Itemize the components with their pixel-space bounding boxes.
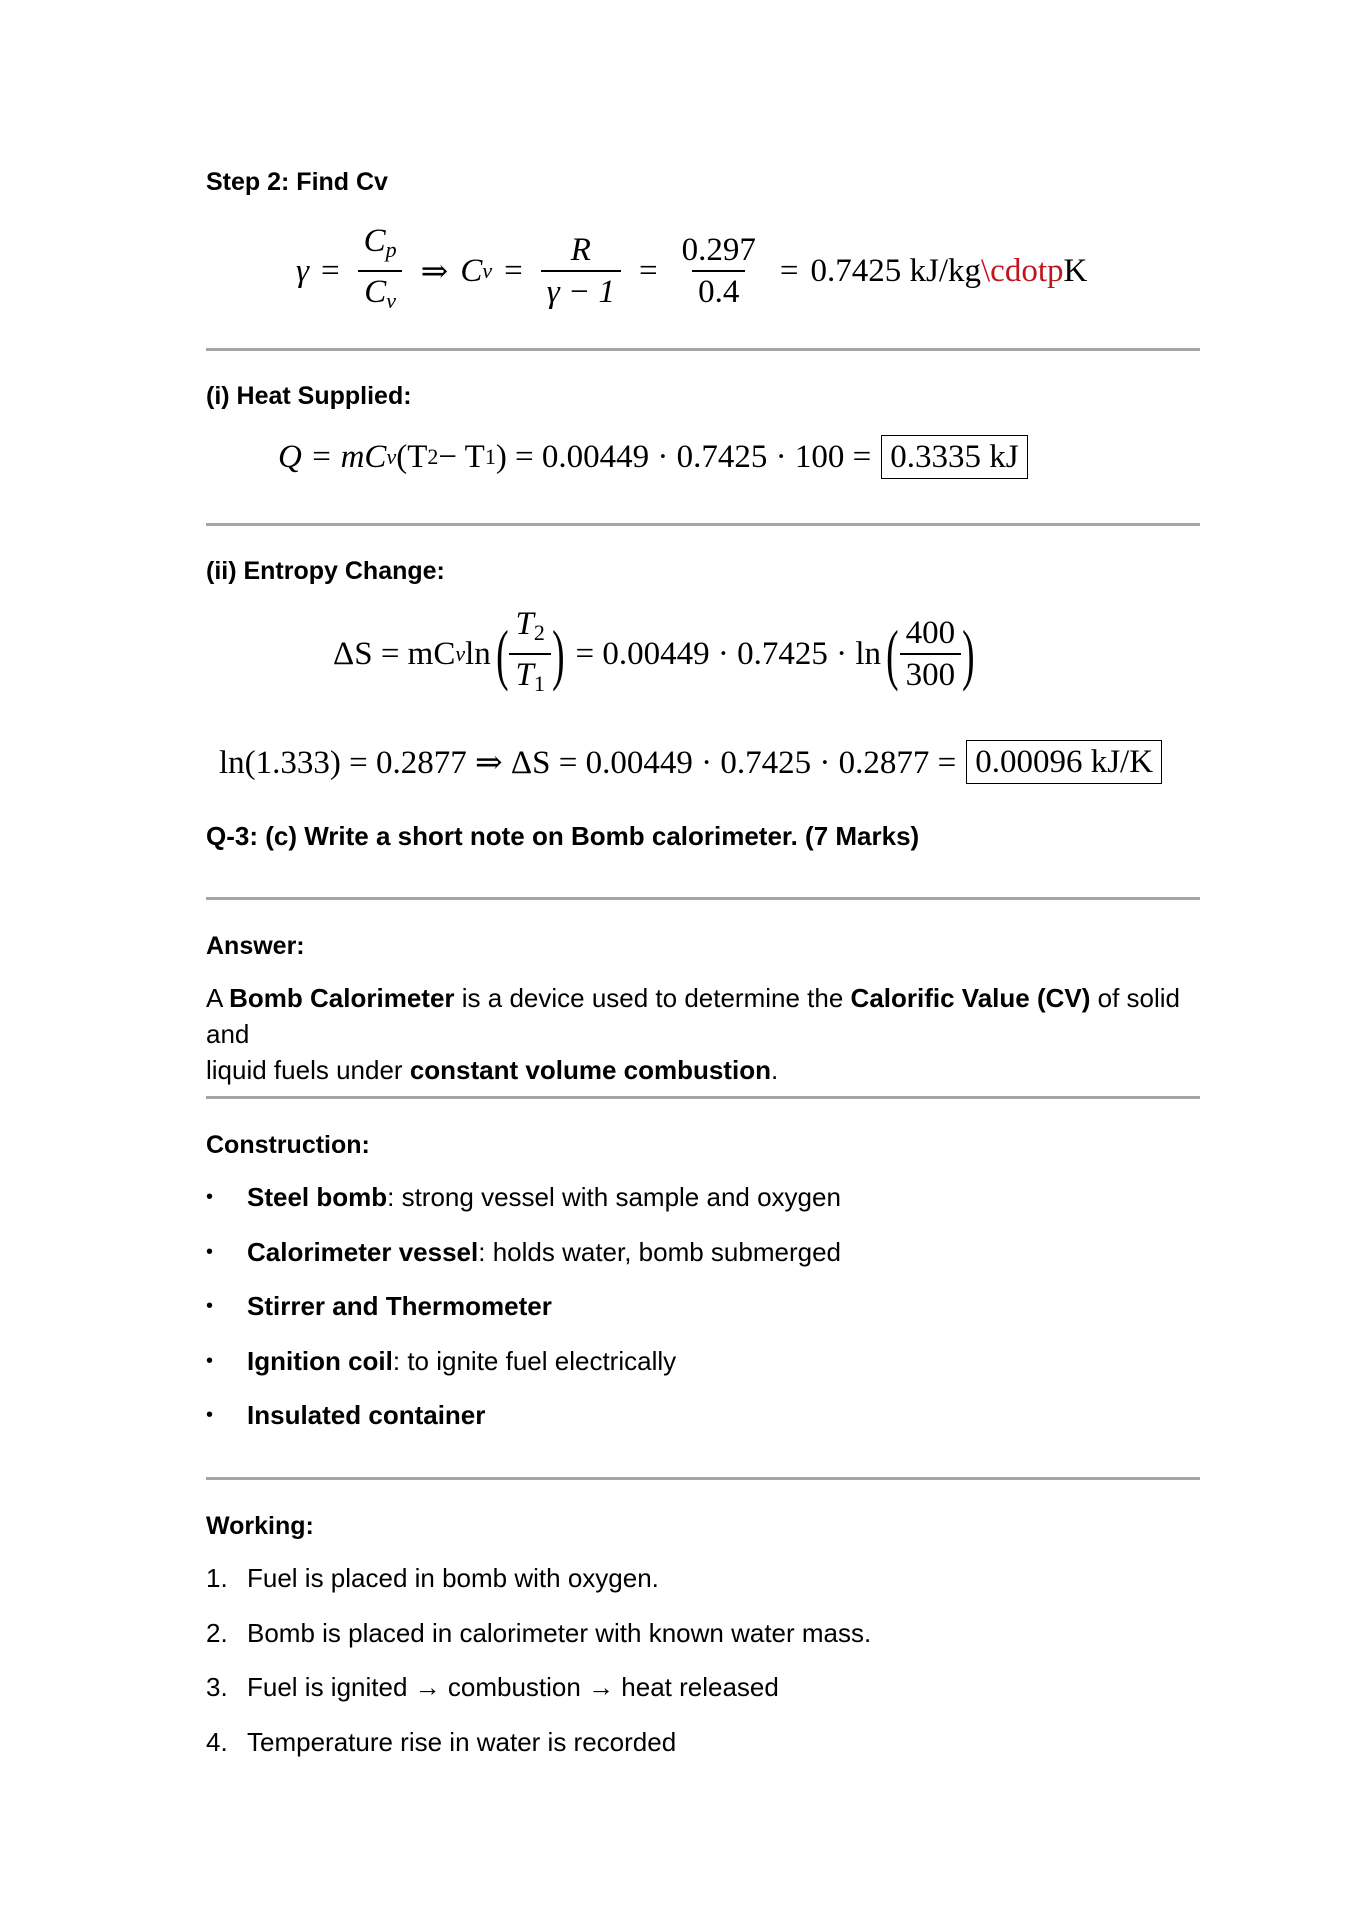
question-heading: Q-3: (c) Write a short note on Bomb calorimeter. (7 Marks) <box>206 821 920 851</box>
numeric-fraction: $\frac{0.297}{0.4}$ <box>681 232 756 310</box>
list-item: 1. Fuel is placed in bomb with oxygen. <box>206 1563 659 1593</box>
list-item: 3. Fuel is ignited → combustion → heat released <box>206 1672 779 1702</box>
entropy-heading: (ii) Entropy Change: <box>206 557 445 585</box>
render-error-text: \cdotp <box>981 252 1064 289</box>
list-item: 4. Temperature rise in water is recorded <box>206 1727 677 1757</box>
cv-result: 0.7425 kJ/kg <box>810 252 982 289</box>
answer-heading: Answer: <box>206 932 305 960</box>
divider <box>206 348 1200 351</box>
cv-equation: γ = $\frac{C_p}{C_v}$ ⇒ C v = $\frac{R}{\gamma - 1}$ = $\frac{0.297}{0.4}$ = 0.7425 kJ/kg \cdotp K <box>296 226 1087 316</box>
answer-paragraph: A Bomb Calorimeter is a device used to determine the Calorific Value (CV) of solid and liquid fuels under constant volume combustion. <box>206 983 1180 1085</box>
divider <box>206 897 1200 900</box>
heat-equation: Q = mC v (T 2 − T 1 ) = 0.00449 · 0.7425 · 100 = 0.3335 kJ <box>278 432 1028 482</box>
cp-over-cv-fraction: $\frac{C_p}{C_v}$ <box>358 221 403 321</box>
divider <box>206 1477 1200 1480</box>
step2-heading: Step 2: Find Cv <box>206 168 388 196</box>
heat-result-box: 0.3335 kJ <box>881 435 1027 479</box>
working-heading: Working: <box>206 1512 314 1540</box>
list-item: 2. Bomb is placed in calorimeter with known water mass. <box>206 1618 872 1648</box>
construction-heading: Construction: <box>206 1131 370 1159</box>
entropy-equation-1: ΔS = mC v ln ( $\frac{T_2}{T_1}$ ) = 0.00449 · 0.7425 · ln ( $\frac{400}{300}$ ) <box>333 606 980 702</box>
entropy-equation-2: ln(1.333) = 0.2877 ⇒ ΔS = 0.00449 · 0.7425 · 0.2877 = 0.00096 kJ/K <box>219 734 1162 790</box>
entropy-result-box: 0.00096 kJ/K <box>966 740 1162 784</box>
r-over-gamma-fraction: $\frac{R}{\gamma - 1}$ <box>541 230 621 312</box>
divider <box>206 523 1200 526</box>
heat-heading: (i) Heat Supplied: <box>206 382 412 410</box>
divider <box>206 1096 1200 1099</box>
